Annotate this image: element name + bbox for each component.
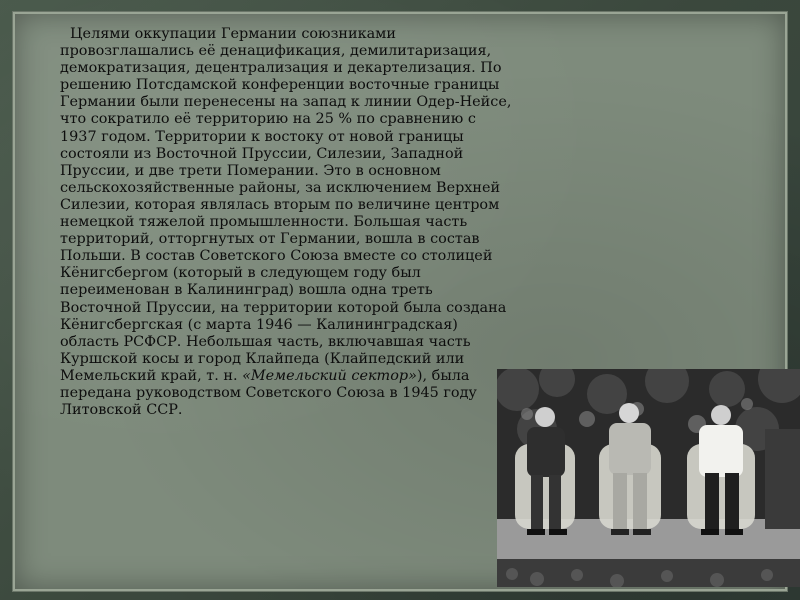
paragraph-text-italic: «Мемельский сектор» [242,367,417,384]
historical-photo [497,369,800,587]
paragraph-text-main: Целями оккупации Германии союзниками провозглашались её денацификация, демилитаризация, демократизация, децентрализация и декартелизация. По решению Потсдамской конференции восточные границы Германии были перенесены на запад к линии Одер-Нейсе, что сократило её территорию на 25 % по сравнению с 1937 годом. Территории к востоку от новой границы состояли из Восточной Пруссии, Силезии, Западной Пруссии, и две трети Померании. Это в основном сельскохозяйственные районы, за исключением Верхней Силезии, которая являлась вторым по величине центром немецкой тяжелой промышленности. Большая часть территорий, отторгнутых от Германии, вошла в состав Польши. В состав Советского Союза вместе со столицей Кёнигсбергом (который в следующем году был переименован в Калининград) вошла одна треть Восточной Пруссии, на территории которой была создана Кёнигсбергская (с марта 1946 — Калининградская) область РСФСР. Небольшая часть, включавшая часть Куршской косы и город Клайпеда (Клайпедский или Мемельский край, т. н. [60,26,512,384]
body-paragraph [60,26,515,419]
paragraph-text-end: ), была передана руководством Советского Союза в 1945 году Литовской ССР. [60,367,477,419]
photo-icon [497,369,800,587]
